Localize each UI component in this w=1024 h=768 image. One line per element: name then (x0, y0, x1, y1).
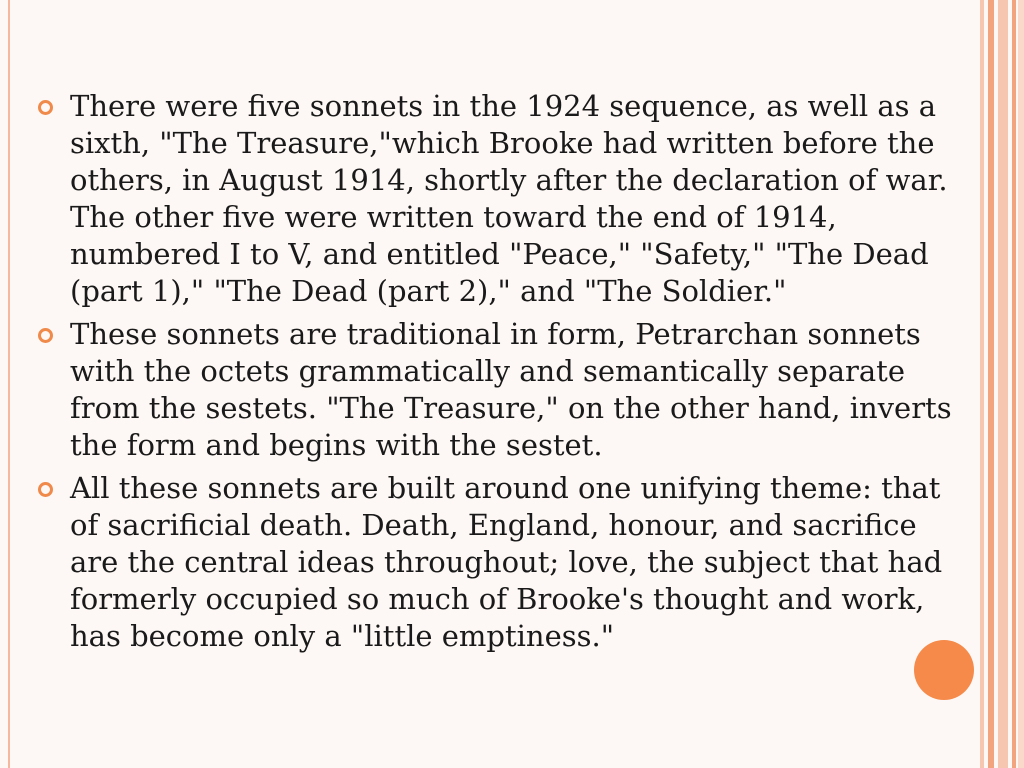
bullet-item (36, 316, 966, 464)
bullet-text: There were five sonnets in the 1924 sequence, as well as a sixth, "The Treasure,"which Brooke had written before the others, in August 1914, shortly after the declaration of war. The other five were written toward the end of 1914, numbered I to V, and entitled "Peace," "Safety," "The Dead (part 1)," "The Dead (part 2)," and "The Soldier." (70, 89, 948, 308)
bullet-text: These sonnets are traditional in form, Petrarchan sonnets with the octets grammatically and semantically separate from the sestets. "The Treasure," on the other hand, inverts the form and begins with the sestet. (70, 317, 952, 462)
right-decorative-stripe (998, 0, 1008, 768)
decorative-circle-icon (914, 640, 974, 700)
circle-bullet-icon (38, 328, 53, 343)
left-decorative-rule (8, 0, 10, 768)
bullet-text: All these sonnets are built around one unifying theme: that of sacrificial death. Death, England, honour, and sacrifice are the central ideas throughout; love, the subject that had formerly occupied so much of Brooke's thought and work, has become only a "little emptiness." (70, 471, 943, 653)
right-decorative-stripe (988, 0, 994, 768)
bullet-item (36, 88, 966, 310)
right-decorative-stripe (1012, 0, 1016, 768)
circle-bullet-icon (38, 482, 53, 497)
bullet-list (36, 88, 966, 655)
bullet-item (36, 470, 966, 655)
right-decorative-stripe (1018, 0, 1024, 768)
circle-bullet-icon (38, 100, 53, 115)
right-decorative-stripe (980, 0, 984, 768)
slide-content (36, 88, 966, 661)
